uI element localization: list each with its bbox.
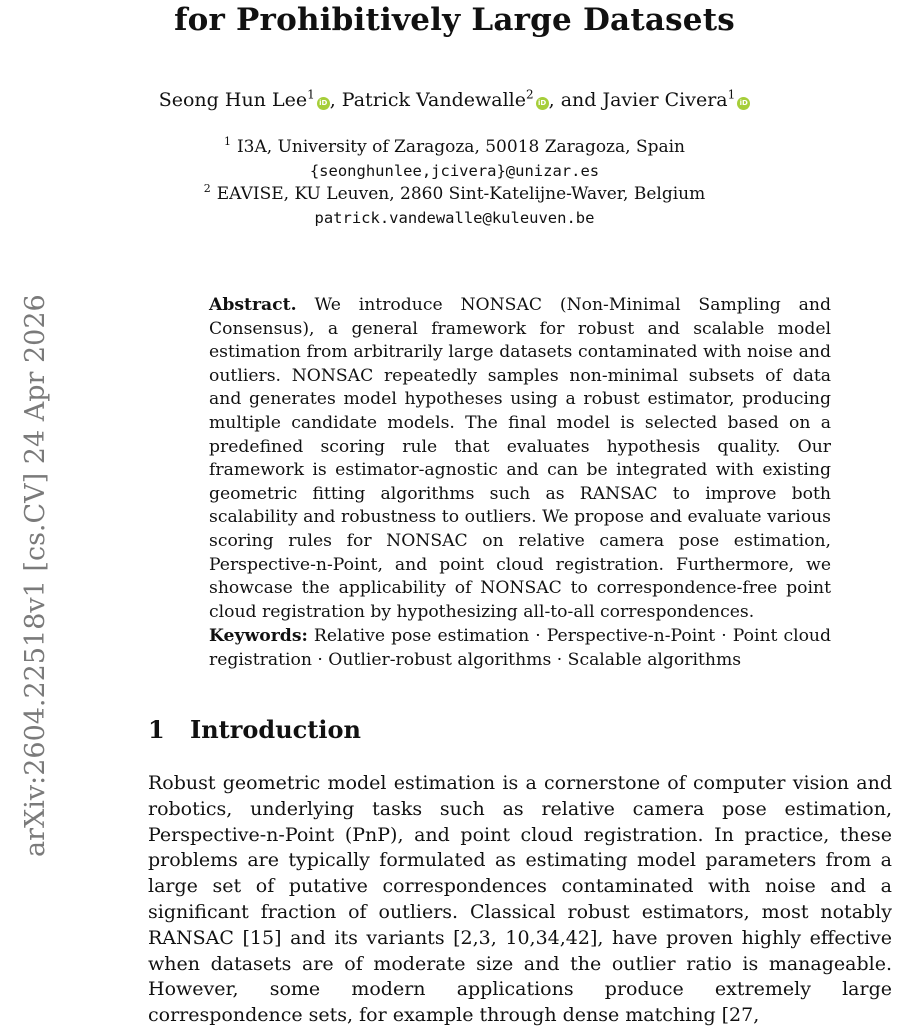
affiliation-email[interactable]: {seonghunlee,jcivera}@unizar.es [309,161,600,180]
abstract-text: We introduce NONSAC (Non-Minimal Sampling and Consensus), a general framework for robust and scalable model estimation from arbitrarily large datasets contaminated with noise and outliers. NONSAC repeatedly samples non-minimal subsets of data and generates model hypotheses using a robust estimator, producing multiple candidate models. The final model is selected based on a predefined scoring rule that evaluates hypothesis quality. Our framework is estimator-agnostic and can be integrated with existing geometric fitting algorithms such as RANSAC to improve both scalability and robustness to outliers. We propose and evaluate various scoring rules for NONSAC on relative camera pose estimation, Perspective-n-Point, and point cloud registration. Furthermore, we showcase the applicability of NONSAC to correspondence-free point cloud registration by hypothesizing all-to-all correspondences. [209,295,832,622]
arxiv-identifier: arXiv:2604.22518v1 [cs.CV] 24 Apr 2026 [20,294,51,857]
intro-paragraph: Robust geometric model estimation is a cornerstone of computer vision and robotics, underlying tasks such as relative camera pose estimation, Perspective-n-Point (PnP), and point cloud registration. In practice, these problems are typically formulated as estimating model parameters from a large set of putative correspondences contaminated with noise and a significant fraction of outliers. Classical robust estimators, most notably RANSAC [15] and its variants [2,3, 10,34,42], have proven highly effective when datasets are of moderate size and the outlier ratio is manageable. However, some modern applications produce extremely large correspondence sets, for example through dense matching [27, [148,772,892,1027]
affiliation-text: EAVISE, KU Leuven, 2860 Sint-Katelijne-Waver, Belgium [216,184,706,204]
author-list [0,87,909,113]
affiliation-number: 2 [203,182,211,196]
affiliation-line [0,136,909,160]
affiliation-text: I3A, University of Zaragoza, 50018 Zaragoza, Spain [236,137,686,157]
affiliation-line [0,183,909,207]
author-name: Seong Hun Lee [158,89,308,111]
title-line-2: for Prohibitively Large Datasets [174,2,735,38]
author-name: Patrick Vandewalle [341,89,526,111]
author-name: Javier Civera [602,89,728,111]
section-number: 1 [148,715,165,744]
abstract [209,294,831,624]
affiliation-number: 1 [223,135,231,149]
keywords [209,625,831,672]
author-affil-mark: 2 [525,87,534,102]
orcid-icon[interactable]: iD [737,97,750,110]
affiliation-email[interactable]: patrick.vandewalle@kuleuven.be [314,208,595,227]
abstract-label: Abstract. [209,295,297,315]
affiliations [0,136,909,230]
arxiv-side-stamp [18,237,54,857]
author-separator: , [329,89,342,111]
keywords-label: Keywords: [209,626,308,646]
section-heading [148,714,361,746]
orcid-icon[interactable]: iD [536,97,549,110]
section-title: Introduction [190,715,361,744]
author-affil-mark: 1 [307,87,315,102]
author-affil-mark: 1 [727,87,736,102]
author-separator: , and [548,89,603,111]
keywords-text: Relative pose estimation · Perspective-n-Point · Point cloud registration · Outlier-robust algorithms · Scalable algorithms [209,626,832,670]
orcid-icon[interactable]: iD [317,97,330,110]
